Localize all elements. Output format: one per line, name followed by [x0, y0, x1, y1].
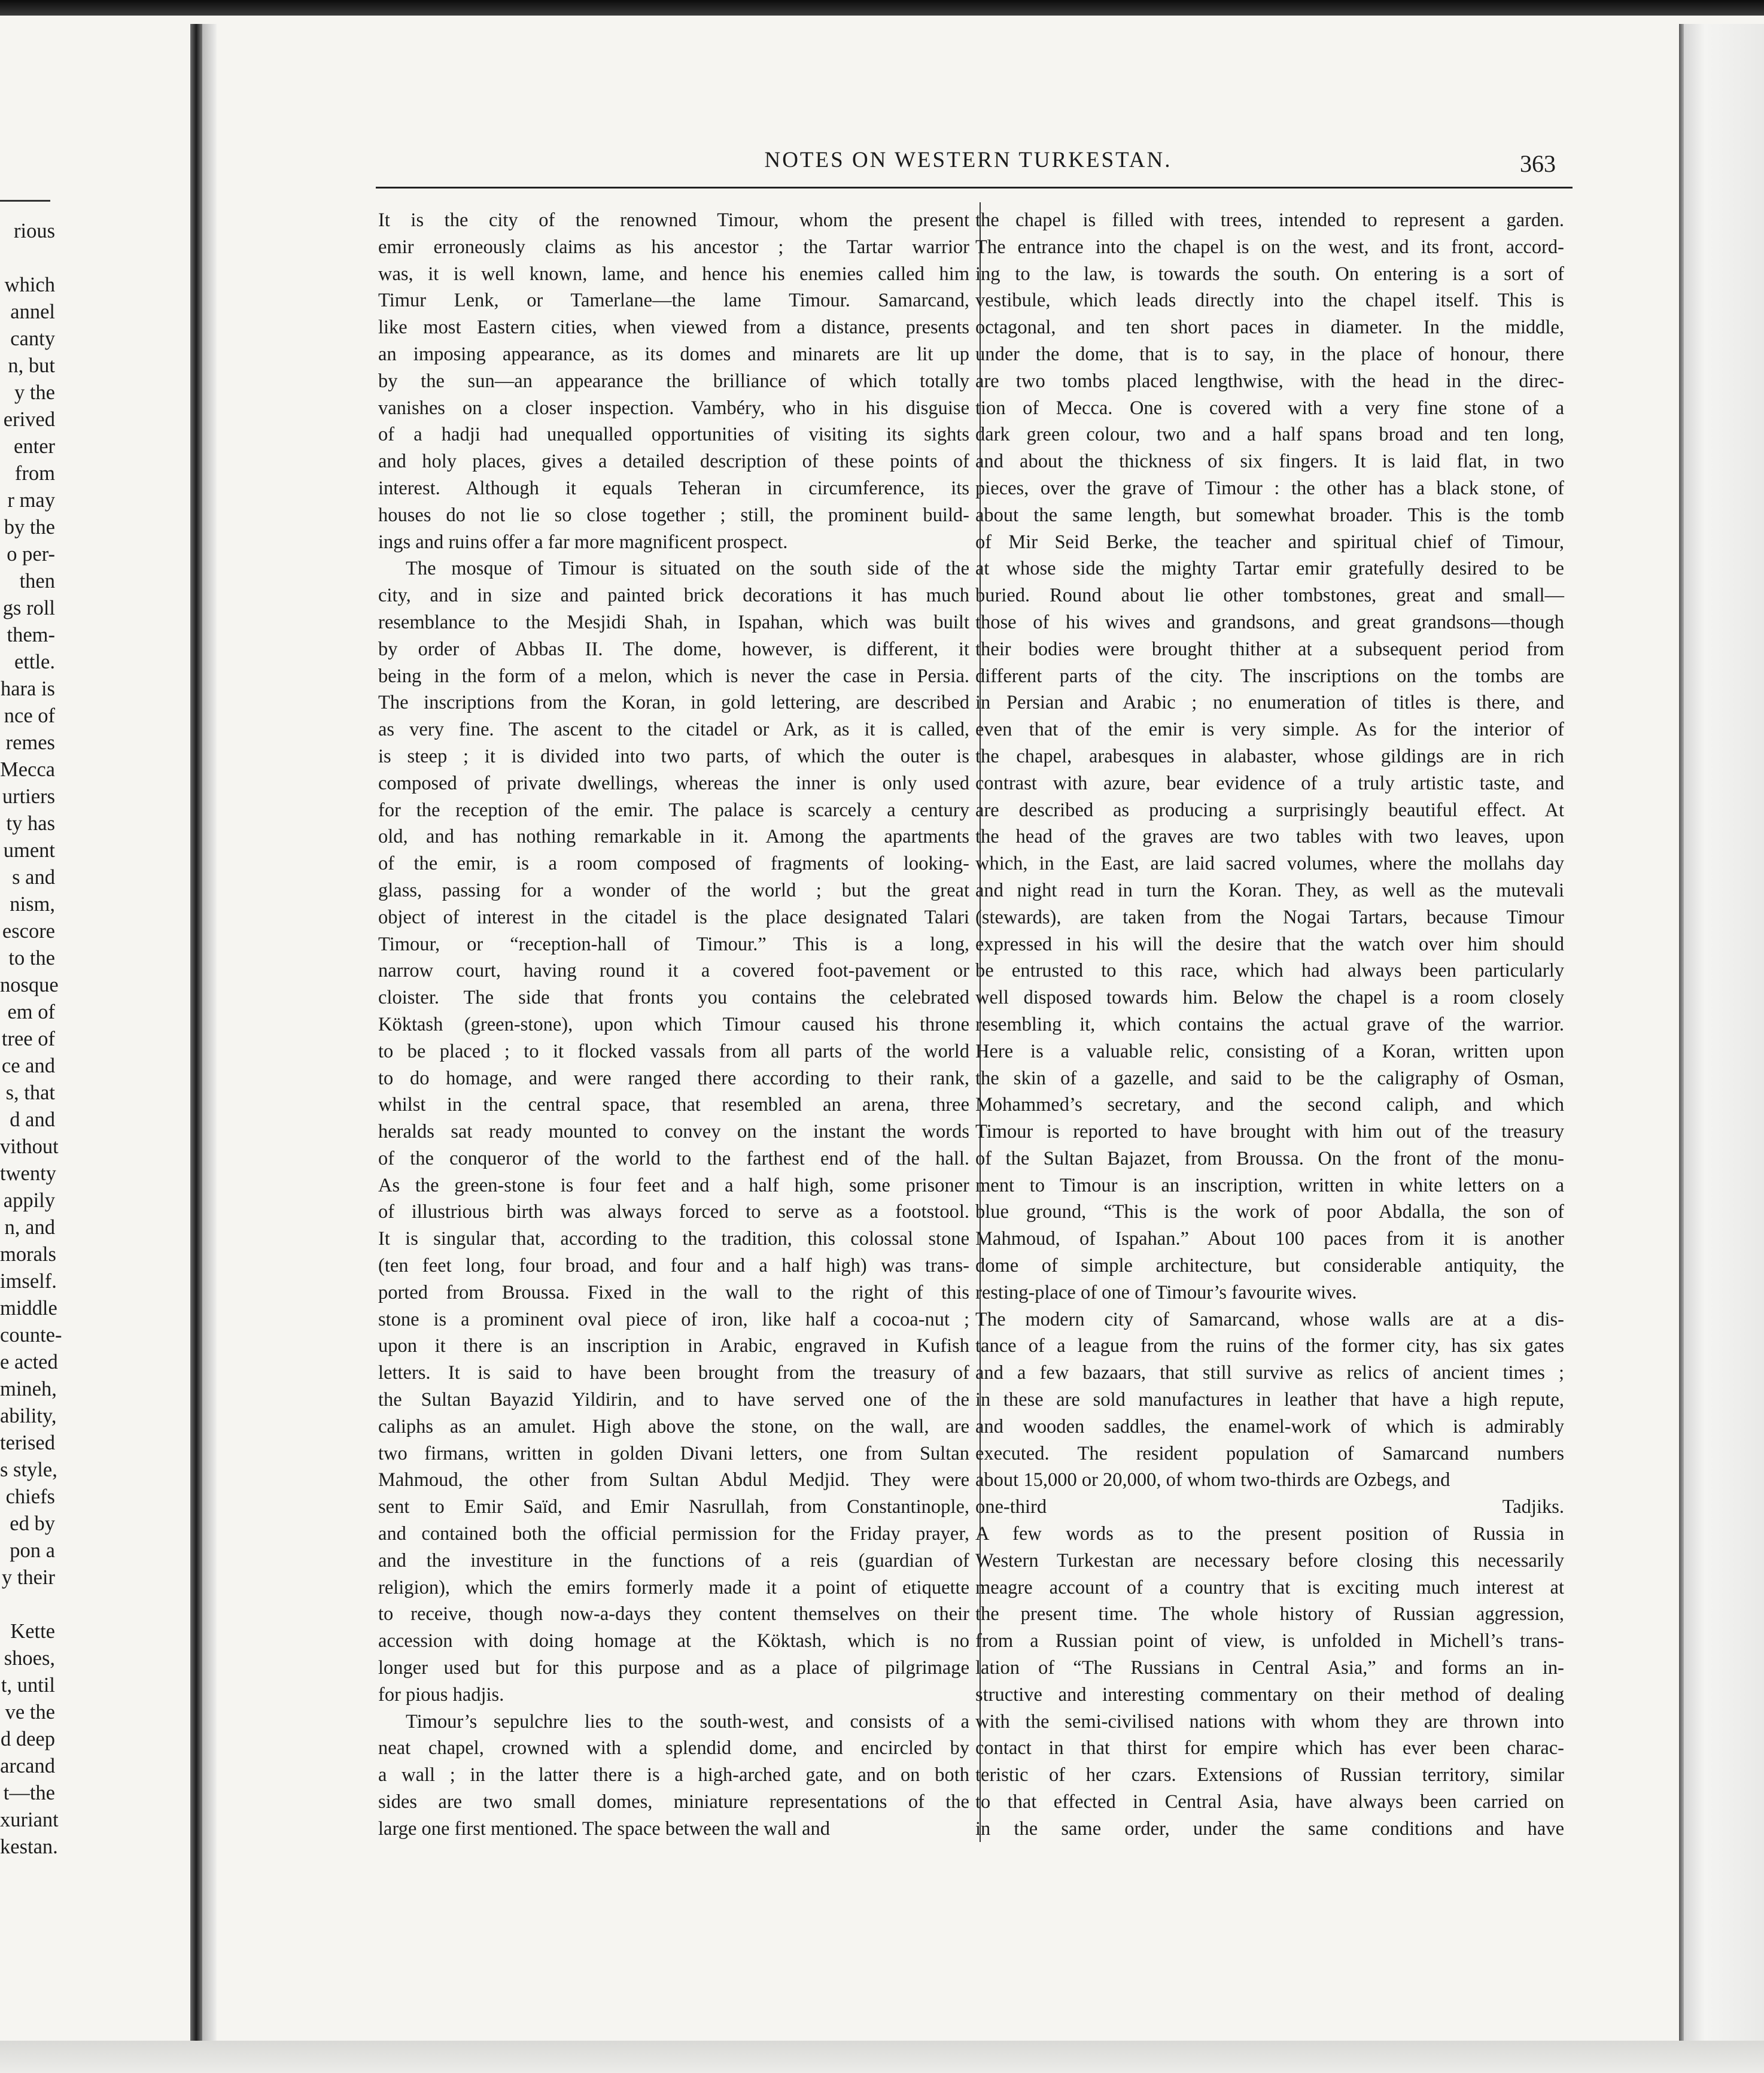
text-line: executed. The resident population of Samarcand numbers — [975, 1442, 1564, 1464]
text-line: the present time. The whole history of Russian aggression, — [975, 1603, 1564, 1625]
fragment-line: shoes, — [4, 1647, 55, 1670]
text-line: contrast with azure, bear evidence of a truly artistic taste, and — [975, 772, 1564, 794]
text-line: which, in the East, are laid sacred volumes, where the mollahs day — [975, 853, 1564, 875]
fragment-line: hara is — [0, 677, 55, 700]
text-line: a wall ; in the latter there is a high-arched gate, and on both — [378, 1764, 969, 1786]
fragment-line: ument — [3, 839, 55, 862]
text-line: resting-place of one of Timour’s favourite wives. — [975, 1281, 1357, 1303]
text-line: ment to Timour is an inscription, written in white letters on a — [975, 1174, 1564, 1196]
text-line: It is the city of the renowned Timour, whom the present — [378, 209, 969, 231]
text-line: and a few bazaars, that still survive as relics of ancient times ; — [975, 1362, 1564, 1384]
text-line: of the emir, is a room composed of fragments of looking- — [378, 853, 969, 875]
fragment-line: annel — [10, 300, 55, 323]
text-line: expressed in his will the desire that the watch over him should — [975, 933, 1564, 955]
fragment-line: e acted — [0, 1351, 58, 1373]
fragment-line: ettle. — [14, 651, 55, 673]
text-line: different parts of the city. The inscriptions on the tombs are — [975, 665, 1564, 687]
fragment-line: which — [4, 273, 55, 296]
fragment-line: Mecca — [0, 758, 55, 781]
text-line: composed of private dwellings, whereas the inner is only used — [378, 772, 969, 794]
text-line: and about the thickness of six fingers. It is laid flat, in two — [975, 451, 1564, 473]
text-line: city, and in size and painted brick decorations it has much — [378, 585, 969, 607]
text-line: their bodies were brought thither at a subsequent period from — [975, 638, 1564, 660]
text-line: tion of Mecca. One is covered with a very fine stone of a — [975, 397, 1564, 419]
text-line: Timour’s sepulchre lies to the south-west, and consists of a — [406, 1710, 969, 1732]
text-line: to that effected in Central Asia, have always been carried on — [975, 1791, 1564, 1813]
fragment-line: vithout — [0, 1135, 59, 1158]
fragment-line: tree of — [1, 1028, 55, 1050]
fragment-line: kestan. — [0, 1835, 58, 1858]
text-line: at whose side the mighty Tartar emir gratefully desired to be — [975, 558, 1564, 580]
fragment-line: ed by — [10, 1512, 55, 1535]
previous-page-fragment — [0, 200, 62, 1861]
text-line: one-third Tadjiks. — [975, 1496, 1564, 1518]
fragment-line: canty — [10, 327, 55, 350]
text-line: even that of the emir is very simple. As for the interior of — [975, 719, 1564, 741]
text-line: houses do not lie so close together ; still, the prominent build- — [378, 504, 969, 526]
text-line: dark green colour, two and a half spans broad and ten long, — [975, 424, 1564, 446]
text-line: Timour is reported to have brought with him out of the treasury — [975, 1121, 1564, 1143]
text-line: The entrance into the chapel is on the west, and its front, accord- — [975, 236, 1564, 258]
fragment-line: mineh, — [0, 1378, 57, 1400]
text-line: and night read in turn the Koran. They, as well as the mutevali — [975, 879, 1564, 901]
text-line: Mahmoud, of Ispahan.” About 100 paces from it is another — [975, 1228, 1564, 1250]
text-line: and wooden saddles, the enamel-work of which is admirably — [975, 1415, 1564, 1437]
text-line: The modern city of Samarcand, whose walls are at a dis- — [975, 1308, 1564, 1330]
text-line: whilst in the central space, that resembled an arena, three — [378, 1094, 969, 1116]
fragment-line: by the — [4, 516, 55, 539]
text-line: was, it is well known, lame, and hence his enemies called him — [378, 263, 969, 285]
text-line: letters. It is said to have been brought from the treasury of — [378, 1362, 969, 1384]
text-line: glass, passing for a wonder of the world ; but the great — [378, 879, 969, 901]
text-line: for pious hadjis. — [378, 1683, 504, 1706]
text-line: to do homage, and were ranged there according to their rank, — [378, 1067, 969, 1089]
text-line: and holy places, gives a detailed description of these points of — [378, 451, 969, 473]
fragment-line: ce and — [1, 1054, 55, 1077]
text-line: to be placed ; to it flocked vassals from all parts of the world — [378, 1040, 969, 1062]
fragment-line: ve the — [5, 1701, 55, 1724]
fragment-line: arcand — [0, 1755, 55, 1777]
right-text-column — [975, 207, 1564, 1843]
text-line: religion), which the emirs formerly made it a point of etiquette — [378, 1576, 969, 1598]
text-line: A few words as to the present position of Russia in — [975, 1523, 1564, 1545]
text-line: resemblance to the Mesjidi Shah, in Ispahan, which was built — [378, 611, 969, 633]
text-line: narrow court, having round it a covered foot-pavement or — [378, 960, 969, 982]
text-line: are described as producing a surprisingly beautiful effect. At — [975, 799, 1564, 821]
text-line: The mosque of Timour is situated on the south side of the — [406, 558, 969, 580]
fragment-line: remes — [5, 731, 55, 754]
fragment-line: imself. — [0, 1270, 57, 1293]
text-line: as very fine. The ascent to the citadel or Ark, as it is called, — [378, 719, 969, 741]
text-line: old, and has nothing remarkable in it. Among the apartments — [378, 826, 969, 848]
fragment-line: enter — [14, 435, 55, 458]
text-line: of a hadji had unequalled opportunities of visiting its sights — [378, 424, 969, 446]
text-line: to receive, though now-a-days they content themselves on their — [378, 1603, 969, 1625]
fragment-line: urtiers — [2, 785, 55, 808]
text-line: in Persian and Arabic ; no enumeration of titles is there, and — [975, 692, 1564, 714]
text-line: the head of the graves are two tables with two leaves, upon — [975, 826, 1564, 848]
text-line: under the dome, that is to say, in the place of honour, there — [975, 343, 1564, 365]
left-text-column — [378, 207, 969, 1843]
text-line: about the same length, but somewhat broader. This is the tomb — [975, 504, 1564, 526]
text-line: Here is a valuable relic, consisting of a Koran, written upon — [975, 1040, 1564, 1062]
header-rule — [376, 187, 1573, 189]
fragment-line: them- — [7, 624, 55, 646]
text-line: emir erroneously claims as his ancestor ; the Tartar warrior — [378, 236, 969, 258]
text-line: structive and interesting commentary on their method of dealing — [975, 1683, 1564, 1706]
fragment-line: erived — [3, 408, 55, 431]
fragment-line: d and — [10, 1108, 55, 1131]
fragment-line: then — [19, 570, 55, 592]
fragment-line: nism, — [10, 893, 55, 916]
text-line: sides are two small domes, miniature representations of the — [378, 1791, 969, 1813]
text-line: octagonal, and ten short paces in diameter. In the middle, — [975, 317, 1564, 339]
text-line: (ten feet long, four broad, and four and a half high) was trans- — [378, 1255, 969, 1277]
text-line: Western Turkestan are necessary before closing this necessarily — [975, 1549, 1564, 1572]
text-line: Köktash (green-stone), upon which Timour caused his throne — [378, 1013, 969, 1035]
fragment-line: em of — [7, 1001, 55, 1023]
text-line: stone is a prominent oval piece of iron, like half a cocoa-nut ; — [378, 1308, 969, 1330]
text-line: Mahmoud, the other from Sultan Abdul Medjid. They were — [378, 1469, 969, 1491]
fragment-line: nosque — [0, 974, 59, 996]
text-line: the skin of a gazelle, and said to be the caligraphy of Osman, — [975, 1067, 1564, 1089]
text-line: The inscriptions from the Koran, in gold lettering, are described — [378, 692, 969, 714]
previous-page-rule — [0, 200, 50, 202]
text-line: the chapel is filled with trees, intended to represent a garden. — [975, 209, 1564, 231]
text-line: caliphs as an amulet. High above the stone, on the wall, are — [378, 1415, 969, 1437]
fragment-line: rious — [14, 220, 55, 242]
text-line: dome of simple architecture, but considerable antiquity, the — [975, 1255, 1564, 1277]
text-line: blue ground, “This is the work of poor Abdalla, the son of — [975, 1201, 1564, 1223]
text-line: an imposing appearance, as its domes and minarets are lit up — [378, 343, 969, 365]
fragment-line: terised — [0, 1431, 55, 1454]
page-right-edge — [1679, 24, 1764, 2073]
text-line: ported from Broussa. Fixed in the wall to the right of this — [378, 1281, 969, 1303]
text-line: of Mir Seid Berke, the teacher and spiritual chief of Timour, — [975, 531, 1564, 553]
text-line: neat chapel, crowned with a splendid dome, and encircled by — [378, 1737, 969, 1759]
book-gutter-shadow — [190, 24, 202, 2047]
text-line: from a Russian point of view, is unfolded in Michell’s trans- — [975, 1630, 1564, 1652]
fragment-line: n, but — [8, 354, 55, 377]
text-line: It is singular that, according to the tradition, this colossal stone — [378, 1228, 969, 1250]
text-line: longer used but for this purpose and as a place of pilgrimage — [378, 1657, 969, 1679]
fragment-line: morals — [0, 1243, 56, 1266]
text-line: tance of a league from the ruins of the former city, has six gates — [975, 1335, 1564, 1357]
text-line: the Sultan Bayazid Yildirin, and to have served one of the — [378, 1389, 969, 1411]
fragment-line — [0, 245, 55, 272]
fragment-line: nce of — [4, 704, 55, 727]
text-line: As the green-stone is four feet and a half high, some prisoner — [378, 1174, 969, 1196]
fragment-line: chiefs — [5, 1485, 55, 1508]
fragment-line: y the — [14, 381, 55, 404]
text-line: meagre account of a country that is exciting much interest at — [975, 1576, 1564, 1598]
text-line: cloister. The side that fronts you contains the celebrated — [378, 987, 969, 1009]
fragment-line: ty has — [6, 812, 55, 835]
text-line: lation of “The Russians in Central Asia,” and forms an in- — [975, 1657, 1564, 1679]
text-line: and contained both the official permission for the Friday prayer, — [378, 1523, 969, 1545]
text-line: of the Sultan Bajazet, from Broussa. On the front of the monu- — [975, 1147, 1564, 1169]
text-line: vestibule, which leads directly into the chapel itself. This is — [975, 290, 1564, 312]
book-gutter-highlight — [202, 24, 217, 2047]
page-number: 363 — [1520, 150, 1556, 177]
fragment-line: pon a — [10, 1539, 55, 1562]
text-line: (stewards), are taken from the Nogai Tartars, because Timour — [975, 906, 1564, 928]
fragment-line: n, and — [4, 1216, 55, 1239]
text-line: with the semi-civilised nations with whom they are thrown into — [975, 1710, 1564, 1732]
text-line: interest. Although it equals Teheran in circumference, its — [378, 477, 969, 499]
fragment-line: ability, — [0, 1405, 57, 1427]
fragment-line: s, that — [5, 1081, 55, 1104]
text-line: is steep ; it is divided into two parts, of which the outer is — [378, 745, 969, 767]
text-line: contact in that thirst for empire which has ever been charac- — [975, 1737, 1564, 1759]
text-line: being in the form of a melon, which is never the case in Persia. — [378, 665, 969, 687]
text-line: by order of Abbas II. The dome, however, is different, it — [378, 638, 969, 660]
text-line: buried. Round about lie other tombstones, great and small— — [975, 585, 1564, 607]
text-line: Mohammed’s secretary, and the second caliph, and which — [975, 1094, 1564, 1116]
text-line: in the same order, under the same conditions and have — [975, 1817, 1564, 1840]
page-bottom-edge — [0, 2041, 1764, 2073]
text-line: like most Eastern cities, when viewed from a distance, presents — [378, 317, 969, 339]
text-line: object of interest in the citadel is the place designated Talari — [378, 906, 969, 928]
fragment-line: escore — [2, 920, 55, 943]
fragment-line: o per- — [7, 543, 55, 566]
text-line: Timur Lenk, or Tamerlane—the lame Timour. Samarcand, — [378, 290, 969, 312]
text-line: heralds sat ready mounted to convey on the instant the words — [378, 1121, 969, 1143]
fragment-line: s style, — [0, 1458, 57, 1481]
text-line: the chapel, arabesques in alabaster, whose gildings are in rich — [975, 745, 1564, 767]
text-line: by the sun—an appearance the brilliance of which totally — [378, 370, 969, 392]
text-line: upon it there is an inscription in Arabic, engraved in Kufish — [378, 1335, 969, 1357]
fragment-line: t, until — [1, 1674, 55, 1697]
fragment-line: t—the — [3, 1782, 55, 1804]
scan-top-edge — [0, 0, 1764, 16]
text-line: vanishes on a closer inspection. Vambéry, who in his disguise — [378, 397, 969, 419]
running-title: NOTES ON WESTERN TURKESTAN. — [764, 148, 1172, 172]
text-line: resembling it, which contains the actual grave of the warrior. — [975, 1013, 1564, 1035]
text-line: about 15,000 or 20,000, of whom two-thirds are Ozbegs, and — [975, 1469, 1450, 1491]
text-line: of the conqueror of the world to the farthest end of the hall. — [378, 1147, 969, 1169]
fragment-line: gs roll — [2, 597, 55, 619]
text-line: and the investiture in the functions of a reis (guardian of — [378, 1549, 969, 1572]
text-line: large one first mentioned. The space between the wall and — [378, 1817, 831, 1840]
text-line: be entrusted to this race, which had always been particularly — [975, 960, 1564, 982]
fragment-line: d deep — [0, 1728, 55, 1750]
text-line: in these are sold manufactures in leather that have a high repute, — [975, 1389, 1564, 1411]
text-line: ing to the law, is towards the south. On entering is a sort of — [975, 263, 1564, 285]
text-line: sent to Emir Saïd, and Emir Nasrullah, from Constantinople, — [378, 1496, 969, 1518]
fragment-line: Kette — [10, 1620, 55, 1643]
fragment-line: xuriant — [0, 1808, 59, 1831]
text-line: pieces, over the grave of Timour : the other has a black stone, of — [975, 477, 1564, 499]
text-line: well disposed towards him. Below the chapel is a room closely — [975, 987, 1564, 1009]
text-line: accession with doing homage at the Köktash, which is no — [378, 1630, 969, 1652]
text-line: Timour, or “reception-hall of Timour.” This is a long, — [378, 933, 969, 955]
text-line: for the reception of the emir. The palace is scarcely a century — [378, 799, 969, 821]
text-line: ings and ruins offer a far more magnificent prospect. — [378, 531, 788, 553]
fragment-line: appily — [3, 1189, 55, 1212]
text-line: of illustrious birth was always forced to serve as a footstool. — [378, 1201, 969, 1223]
text-line: two firmans, written in golden Divani letters, one from Sultan — [378, 1442, 969, 1464]
fragment-line: twenty — [0, 1162, 56, 1185]
fragment-line: y their — [1, 1566, 55, 1589]
text-line: are two tombs placed lengthwise, with the head in the direc- — [975, 370, 1564, 392]
fragment-line — [0, 1591, 55, 1618]
text-line: those of his wives and grandsons, and great grandsons—though — [975, 611, 1564, 633]
fragment-line: counte- — [0, 1324, 62, 1346]
fragment-line: s and — [12, 866, 55, 889]
fragment-line: middle — [0, 1297, 57, 1320]
fragment-line: to the — [8, 947, 55, 969]
fragment-line: from — [14, 462, 55, 485]
fragment-line: r may — [7, 489, 55, 512]
text-line: teristic of her czars. Extensions of Russian territory, similar — [975, 1764, 1564, 1786]
